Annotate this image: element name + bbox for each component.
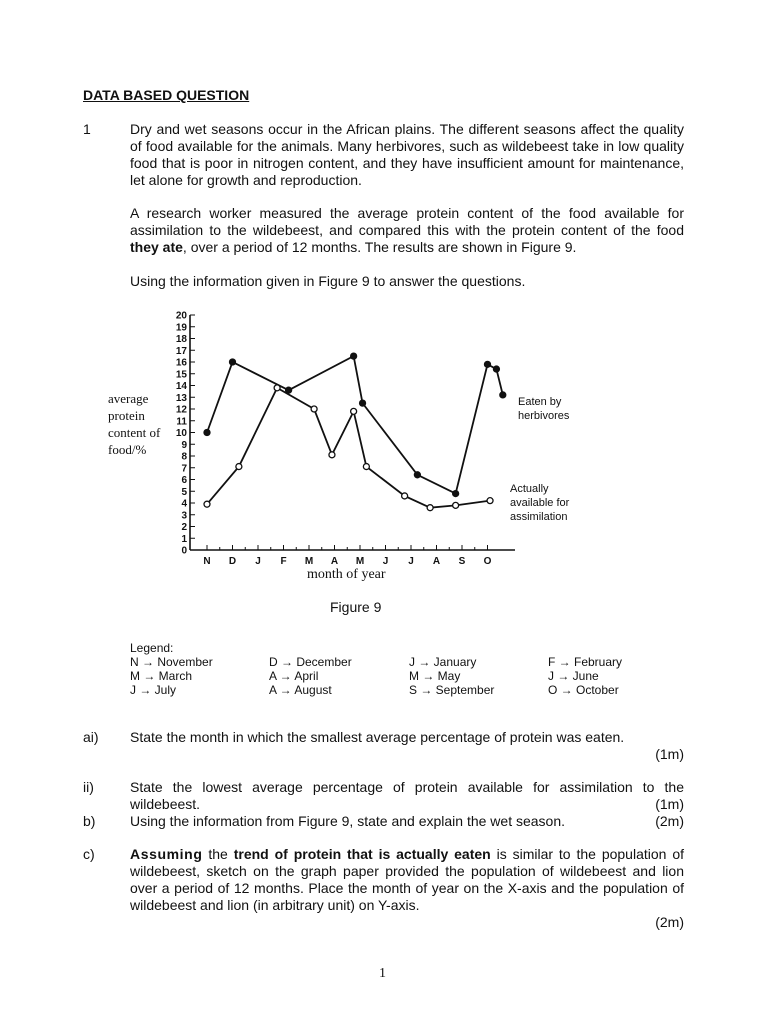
- x-tick-label: J: [382, 556, 389, 567]
- y-tick-label: 19: [175, 322, 187, 334]
- x-tick-label: F: [280, 556, 287, 567]
- eaten-series-point: [204, 430, 210, 436]
- x-axis-label: month of year: [307, 567, 386, 582]
- x-tick-label: S: [458, 556, 466, 567]
- eaten-series-point: [485, 361, 491, 367]
- y-tick-label: 15: [175, 369, 187, 381]
- y-tick-label: 9: [181, 439, 187, 451]
- y-tick-label: 5: [181, 486, 187, 498]
- y-tick-label: 1: [181, 533, 187, 545]
- x-tick-label: A: [432, 556, 441, 567]
- question-c-mark: (2m): [655, 914, 684, 930]
- legend-column-2: D → December A → April A → August: [269, 655, 352, 697]
- y-tick-label: 13: [175, 392, 187, 404]
- eaten-series-line: [207, 356, 503, 493]
- y-tick-label: 8: [181, 451, 187, 463]
- eaten-series-label: Eaten by: [518, 396, 562, 408]
- available-series-label: assimilation: [510, 511, 568, 523]
- available-series-point: [351, 408, 357, 414]
- x-tick-label: N: [203, 556, 211, 567]
- y-tick-label: 18: [175, 334, 187, 345]
- available-series-point: [363, 464, 369, 470]
- available-series-point: [402, 493, 408, 499]
- available-series-point: [236, 464, 242, 470]
- available-series-point: [274, 385, 280, 391]
- question-number: 1: [83, 121, 91, 137]
- intro-paragraph-2: A research worker measured the average protein content of the food available for assimilation to the wildebeest, and compared this with the protein content of the food they ate, over a period of 12 months. The results are shown in Figure 9.: [130, 205, 684, 255]
- available-series-point: [453, 502, 459, 508]
- y-tick-label: 4: [181, 498, 187, 510]
- available-series-label: available for: [510, 497, 570, 509]
- question-b-mark: (2m): [655, 813, 684, 829]
- x-tick-label: J: [408, 556, 414, 567]
- question-b-number: b): [83, 813, 96, 829]
- question-b-text: Using the information from Figure 9, state and explain the wet season.: [130, 813, 566, 829]
- x-tick-label: D: [228, 556, 237, 567]
- y-tick-label: 3: [181, 510, 187, 522]
- question-ii-mark: (1m): [655, 796, 684, 812]
- question-ai-mark: (1m): [655, 746, 684, 762]
- x-tick-label: M: [355, 556, 365, 567]
- legend-title: Legend:: [130, 641, 174, 655]
- eaten-series-point: [500, 392, 506, 398]
- figure-caption: Figure 9: [330, 599, 382, 615]
- x-tick-label: J: [255, 556, 261, 567]
- eaten-series-point: [414, 472, 420, 478]
- x-tick-label: A: [330, 556, 339, 567]
- available-series-label: Actually: [510, 483, 549, 495]
- available-series-point: [204, 501, 210, 507]
- available-series-point: [311, 406, 317, 412]
- y-tick-label: 16: [175, 357, 187, 369]
- y-tick-label: 20: [175, 310, 187, 322]
- y-axis-label: average protein content of food/%: [108, 391, 161, 457]
- y-tick-label: 6: [181, 475, 187, 486]
- question-ii-number: ii): [83, 779, 94, 795]
- legend-column-4: F → February J → June O → October: [548, 655, 623, 697]
- question-ai-text: State the month in which the smallest average percentage of protein was eaten.: [130, 729, 625, 745]
- question-c-text: Assuming the trend of protein that is actually eaten is similar to the population of wildebeest, sketch on the graph paper provided the population of wildebeest and lion over a period of 12 months. Place the month of year on the X-axis and the population of wildebeest and lion (in arbitrary unit) on Y-axis.: [130, 846, 684, 913]
- eaten-series-point: [230, 359, 236, 365]
- x-tick-label: O: [483, 556, 492, 567]
- available-series-point: [427, 505, 433, 511]
- y-tick-label: 17: [175, 345, 187, 357]
- question-ii-text: State the lowest average percentage of protein available for assimilation to the wildebeest.: [130, 779, 684, 812]
- available-series-point: [487, 498, 493, 504]
- y-tick-label: 7: [181, 463, 187, 475]
- y-tick-label: 0: [181, 545, 187, 557]
- eaten-series-label: herbivores: [518, 410, 570, 422]
- eaten-series-point: [360, 400, 366, 406]
- intro-paragraph-3: Using the information given in Figure 9 to answer the questions.: [130, 273, 526, 289]
- y-tick-label: 14: [175, 381, 187, 392]
- figure-9-chart: [150, 305, 590, 595]
- y-tick-label: 2: [181, 522, 187, 533]
- page-heading: DATA BASED QUESTION: [83, 87, 250, 103]
- legend-column-1: N → November M → March J → July: [130, 655, 213, 697]
- question-c-number: c): [83, 846, 95, 862]
- eaten-series-point: [453, 491, 459, 497]
- legend-column-3: J → January M → May S → September: [409, 655, 495, 697]
- eaten-series-point: [351, 353, 357, 359]
- intro-paragraph-1: Dry and wet seasons occur in the African plains. The different seasons affect the quality of food available for the animals. Many herbivores, such as wildebeest take in low quality food that is poor in nitrogen content, and they have insufficient amount for maintenance, let alone for growth and reproduction.: [130, 121, 684, 188]
- available-series-point: [329, 452, 335, 458]
- question-ai-number: ai): [83, 729, 99, 745]
- y-tick-label: 10: [175, 428, 187, 439]
- y-tick-label: 12: [175, 404, 187, 416]
- eaten-series-point: [493, 366, 499, 372]
- y-tick-label: 11: [176, 416, 187, 428]
- x-tick-label: M: [304, 556, 314, 567]
- page-number: 1: [379, 966, 386, 981]
